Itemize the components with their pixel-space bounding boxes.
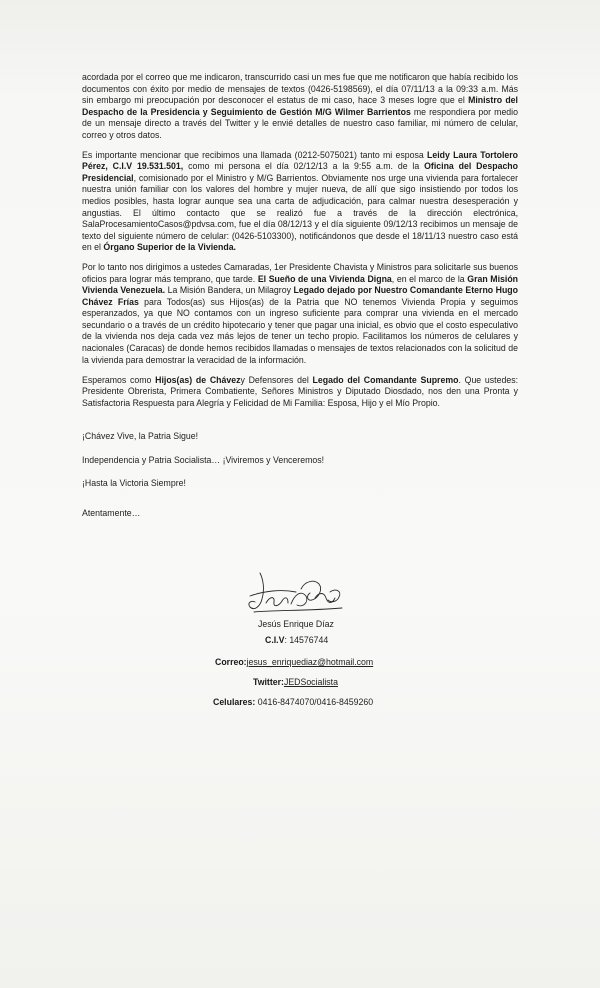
dream-phrase: El Sueño de una Vivienda Digna: [257, 273, 392, 284]
handwritten-signature: [246, 567, 346, 619]
paragraph-text: Es importante mencionar que recibimos una llamada (0212-5075021) tanto mi esposa: [82, 149, 427, 160]
slogans: [82, 431, 518, 490]
email-line: [215, 657, 373, 667]
slogan-2: Independencia y Patria Socialista… ¡Viviremos y Venceremos!: [82, 454, 325, 465]
paragraph-text: y Defensores del: [240, 374, 313, 385]
paragraph-text: La Misión Bandera, un Milagroy: [165, 285, 294, 296]
phones-line: [213, 697, 373, 707]
closing: Atentamente…: [82, 507, 141, 518]
paragraph-text: como mi persona el día 02/12/13 a la 9:55 a.m. de la: [183, 161, 425, 172]
legacy-phrase: Legado dejado por Nuestro Comandante Eterno Hugo Chávez Frías: [82, 285, 519, 307]
paragraph-1: [82, 72, 518, 141]
email-label: Correo:: [215, 657, 247, 667]
paragraph-3: [82, 262, 518, 366]
paragraph-text: . Que ustedes: Presidente Obrerista, Primera Combatiente, Señores Ministros y Diputado Diosdado, nos den una Pronta y Satisfactoria Respuesta para Alegría y Felicidad de Mi Familia: Esposa, Hijo y el Mío Propio.: [82, 374, 519, 408]
civ-label: C.I.V: [265, 635, 285, 645]
minister-name: Ministro del Despacho de la Presidencia y Seguimiento de Gestión M/G Wilmer Barrientos: [82, 95, 518, 117]
slogan-1: ¡Chávez Vive, la Patria Sigue!: [82, 431, 199, 442]
civ-value: : 14576744: [284, 635, 329, 645]
office-name: Oficina del Despacho Presidencial: [82, 161, 518, 183]
paragraph-text: Esperamos como: [82, 374, 156, 385]
organ-name: Órgano Superior de la Vivienda.: [103, 242, 236, 253]
phones-label: Celulares:: [213, 697, 256, 707]
twitter-link[interactable]: JEDSocialista: [283, 677, 338, 687]
legacy-supreme-phrase: Legado del Comandante Supremo: [312, 374, 459, 385]
twitter-label: Twitter:: [253, 677, 284, 687]
twitter-line: [253, 677, 338, 687]
mission-name: Gran Misión Vivienda Venezuela.: [82, 273, 519, 296]
civ-line: [265, 635, 328, 645]
paragraph-text: , en el marco de la: [391, 273, 468, 284]
paragraph-4: [82, 375, 518, 410]
paragraph-text: , comisionado por el Ministro y M/G Barrientos. Obviamente nos urge una vivienda para fortalecer nuestra unión familiar con los valores del hombre y mujer nueva, de allí que sigo insistiendo por todos los medios posibles, hasta lograr aunque sea una carta de adjudicación, para calmar nuestra desesperación y angustias. El último contacto que se realizó fue a través de la dirección electrónica, SalaProcesamientoCasos@pdvsa.com, fue el día 08/12/13 y el día siguiente 09/12/13 recibimos un mensaje de texto del siguiente número de celular: (0426-5103300), notificándonos que desde el 18/11/13 nuestro caso está en el: [82, 172, 518, 253]
paragraph-text: Por lo tanto nos dirigimos a ustedes Camaradas, 1er Presidente Chavista y Ministros para solicitarle sus buenos oficios para lograr más temprano, que tarde.: [82, 262, 518, 284]
paragraph-2: [82, 150, 518, 254]
phones-value: 0416-8474070/0416-8459260: [255, 697, 374, 707]
paragraph-text: para Todos(as) sus Hijos(as) de la Patria que NO tenemos Vivienda Propia y seguimos esperanzados, ya que NO contamos con un ingreso suficiente para comprar una vivienda en el mercado secundario o a través de un crédito hipotecario y tener que pagar una inicial, es obvio que el costo especulativo de la vivienda nos deja cada vez más lejos de tener un techo propio. Facilitamos los números de celulares y nacionales (Caracas) de donde hemos recibidos llamadas o mensajes de textos relacionados con la solicitud de la vivienda para demostrar la veracidad de la información.: [82, 296, 518, 365]
paragraph-text: me respondiera por medio de un mensaje directo a través del Twitter y le envié detalles de nuestro caso familiar, mi número de celular, correo y otros datos.: [82, 106, 518, 140]
spouse-name: Leidy Laura Tortolero Pérez, C.I.V 19.531.501,: [82, 149, 519, 172]
letter-body: [82, 72, 518, 528]
paragraph-text: acordada por el correo que me indicaron, transcurrido casi un mes fue que me notificaron que había recibido los documentos con éxito por medio de mensajes de textos (0426-5198569), el día 07/11/13 a la 09:33 a.m. Más sin embargo mi preocupación por desconocer el estatus de mi caso, hace 3 meses logre que el: [82, 72, 518, 106]
children-phrase: Hijos(as) de Chávez: [155, 374, 241, 385]
email-link[interactable]: jesus_enriquediaz@hotmail.com: [246, 657, 374, 667]
signatory-name: Jesús Enrique Díaz: [258, 619, 334, 629]
slogan-3: ¡Hasta la Victoria Siempre!: [82, 478, 186, 489]
